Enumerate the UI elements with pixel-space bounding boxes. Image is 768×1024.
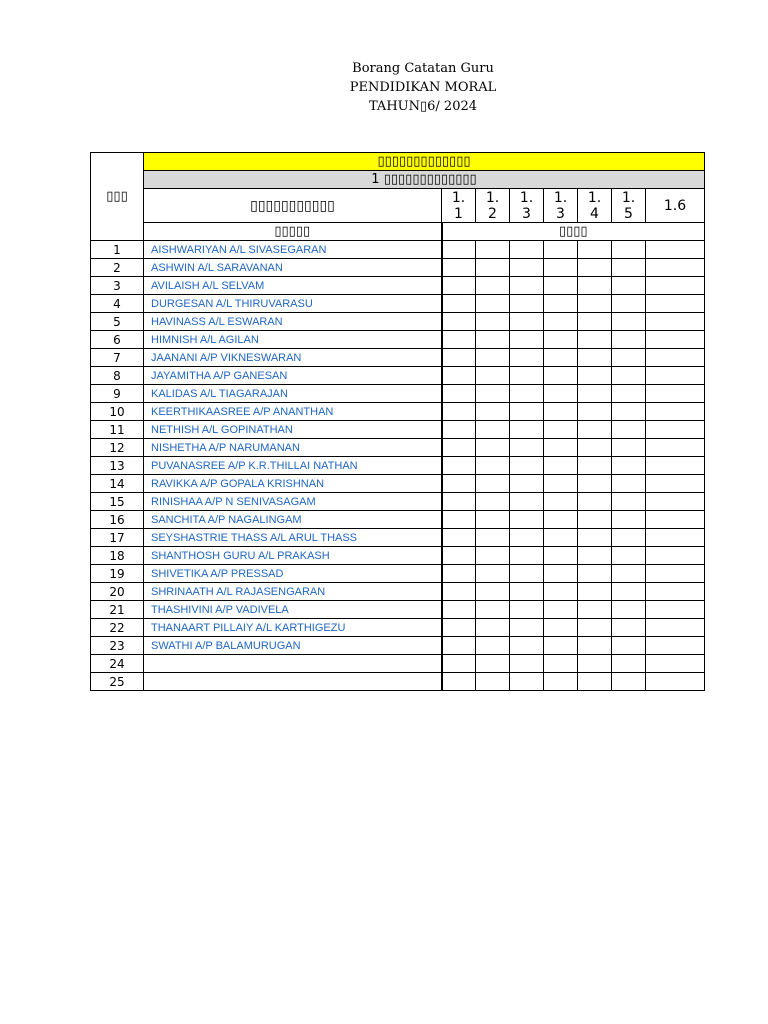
mark-cell[interactable] [442, 619, 476, 637]
mark-cell[interactable] [442, 673, 476, 691]
subject-title: PENDIDIKAN MORAL [349, 80, 497, 95]
mark-cell[interactable] [646, 403, 705, 421]
row-number: 12 [91, 439, 144, 457]
mark-cell[interactable] [544, 385, 578, 403]
mark-cell[interactable] [646, 547, 705, 565]
mark-cell[interactable] [646, 457, 705, 475]
mark-cell[interactable] [510, 547, 544, 565]
table-row [91, 547, 705, 565]
mark-cell[interactable] [510, 457, 544, 475]
mark-cell[interactable] [544, 349, 578, 367]
mark-cell[interactable] [442, 511, 476, 529]
table-row [91, 493, 705, 511]
row-number: 3 [91, 277, 144, 295]
student-name: SHRINAATH A/L RAJASENGARAN [144, 583, 442, 601]
mark-cell[interactable] [544, 331, 578, 349]
mark-cell[interactable] [476, 349, 510, 367]
mark-cell[interactable] [544, 403, 578, 421]
table-row [91, 619, 705, 637]
student-name: THASHIVINI A/P VADIVELA [144, 601, 442, 619]
mark-cell[interactable] [612, 619, 646, 637]
student-name: SANCHITA A/P NAGALINGAM [144, 511, 442, 529]
mark-cell[interactable] [510, 295, 544, 313]
mark-cell[interactable] [646, 259, 705, 277]
mark-cell[interactable] [442, 421, 476, 439]
mark-cell[interactable] [612, 493, 646, 511]
mark-cell[interactable] [442, 475, 476, 493]
mark-cell[interactable] [544, 421, 578, 439]
mark-cell[interactable] [646, 511, 705, 529]
mark-cell[interactable] [578, 421, 612, 439]
table-row [91, 403, 705, 421]
table-row [91, 349, 705, 367]
column-header-label: 1. 3 [519, 189, 534, 222]
mark-cell[interactable] [612, 529, 646, 547]
student-name: NISHETHA A/P NARUMANAN [144, 439, 442, 457]
row-number: 9 [91, 385, 144, 403]
row-number: 21 [91, 601, 144, 619]
mark-cell[interactable] [578, 385, 612, 403]
student-name: SEYSHASTRIE THASS A/L ARUL THASS [144, 529, 442, 547]
column-header [476, 189, 510, 223]
row-number: 10 [91, 403, 144, 421]
mark-cell[interactable] [612, 655, 646, 673]
mark-cell[interactable] [612, 241, 646, 259]
mark-cell[interactable] [646, 493, 705, 511]
mark-cell[interactable] [544, 313, 578, 331]
mark-cell[interactable] [544, 457, 578, 475]
mark-cell[interactable] [578, 493, 612, 511]
table-row [91, 313, 705, 331]
mark-cell[interactable] [442, 457, 476, 475]
mark-cell[interactable] [578, 259, 612, 277]
mark-cell[interactable] [476, 241, 510, 259]
mark-cell[interactable] [612, 547, 646, 565]
row-number: 15 [91, 493, 144, 511]
mark-cell[interactable] [510, 349, 544, 367]
row-number: 6 [91, 331, 144, 349]
mark-cell[interactable] [612, 439, 646, 457]
mark-cell[interactable] [510, 511, 544, 529]
mark-cell[interactable] [578, 439, 612, 457]
mark-cell[interactable] [442, 259, 476, 277]
mark-cell[interactable] [612, 259, 646, 277]
student-name: ASHWIN A/L SARAVANAN [144, 259, 442, 277]
mark-cell[interactable] [544, 601, 578, 619]
student-name: HIMNISH A/L AGILAN [144, 331, 442, 349]
mark-cell[interactable] [578, 295, 612, 313]
mark-cell[interactable] [442, 403, 476, 421]
mark-cell[interactable] [646, 349, 705, 367]
mark-cell[interactable] [442, 349, 476, 367]
mark-cell[interactable] [646, 655, 705, 673]
table-row [91, 331, 705, 349]
student-name: JAYAMITHA A/P GANESAN [144, 367, 442, 385]
name-header: ▯▯▯▯▯▯▯▯▯▯▯ [144, 189, 442, 223]
mark-cell[interactable] [646, 331, 705, 349]
mark-cell[interactable] [612, 331, 646, 349]
mark-cell[interactable] [544, 259, 578, 277]
mark-cell[interactable] [544, 511, 578, 529]
column-header-label: 1. 5 [621, 189, 636, 222]
mark-cell[interactable] [612, 637, 646, 655]
mark-cell[interactable] [612, 277, 646, 295]
table-row [91, 673, 705, 691]
mark-cell[interactable] [612, 511, 646, 529]
mark-cell[interactable] [476, 295, 510, 313]
mark-cell[interactable] [612, 385, 646, 403]
student-name: KEERTHIKAASREE A/P ANANTHAN [144, 403, 442, 421]
mark-cell[interactable] [578, 331, 612, 349]
student-name [144, 673, 442, 691]
mark-cell[interactable] [476, 403, 510, 421]
student-name: AISHWARIYAN A/L SIVASEGARAN [144, 241, 442, 259]
mark-cell[interactable] [476, 313, 510, 331]
column-header-label: 1.6 [663, 197, 687, 214]
mark-cell[interactable] [442, 493, 476, 511]
mark-cell[interactable] [544, 655, 578, 673]
row-number: 7 [91, 349, 144, 367]
row-number: 1 [91, 241, 144, 259]
mark-cell[interactable] [578, 583, 612, 601]
mark-cell[interactable] [442, 583, 476, 601]
mark-cell[interactable] [646, 565, 705, 583]
document-header [0, 59, 768, 116]
column-header-label: 1. 1 [451, 189, 466, 222]
mark-cell[interactable] [646, 241, 705, 259]
mark-cell[interactable] [646, 295, 705, 313]
column-header [544, 189, 578, 223]
bil-header: ▯▯▯ [91, 153, 144, 241]
mark-cell[interactable] [476, 439, 510, 457]
mark-cell[interactable] [544, 565, 578, 583]
mark-cell[interactable] [646, 601, 705, 619]
table-row [91, 475, 705, 493]
row-number: 8 [91, 367, 144, 385]
table-row [91, 421, 705, 439]
row-number: 23 [91, 637, 144, 655]
mark-cell[interactable] [612, 313, 646, 331]
mark-cell[interactable] [544, 529, 578, 547]
mark-cell[interactable] [442, 295, 476, 313]
mark-cell[interactable] [612, 295, 646, 313]
row-number: 16 [91, 511, 144, 529]
mark-cell[interactable] [544, 277, 578, 295]
mark-cell[interactable] [442, 367, 476, 385]
student-name: KALIDAS A/L TIAGARAJAN [144, 385, 442, 403]
column-header-label: 1. 3 [553, 189, 568, 222]
mark-cell[interactable] [442, 637, 476, 655]
row-number: 18 [91, 547, 144, 565]
mark-cell[interactable] [578, 241, 612, 259]
mark-cell[interactable] [578, 367, 612, 385]
mark-cell[interactable] [578, 457, 612, 475]
table-row [91, 295, 705, 313]
mark-cell[interactable] [578, 673, 612, 691]
mark-cell[interactable] [442, 331, 476, 349]
student-name: SHANTHOSH GURU A/L PRAKASH [144, 547, 442, 565]
mark-cell[interactable] [510, 637, 544, 655]
mark-cell[interactable] [442, 547, 476, 565]
mark-cell[interactable] [510, 583, 544, 601]
mark-cell[interactable] [646, 673, 705, 691]
mark-cell[interactable] [544, 619, 578, 637]
mark-cell[interactable] [476, 277, 510, 295]
mark-cell[interactable] [510, 259, 544, 277]
mark-cell[interactable] [476, 655, 510, 673]
row-number: 22 [91, 619, 144, 637]
mark-cell[interactable] [510, 313, 544, 331]
mark-cell[interactable] [476, 601, 510, 619]
row-number: 24 [91, 655, 144, 673]
table-row [91, 511, 705, 529]
mark-cell[interactable] [510, 439, 544, 457]
row-number: 25 [91, 673, 144, 691]
table-row [91, 259, 705, 277]
column-header [612, 189, 646, 223]
mark-cell[interactable] [612, 583, 646, 601]
mark-cell[interactable] [612, 673, 646, 691]
mark-cell[interactable] [646, 619, 705, 637]
mark-cell[interactable] [544, 547, 578, 565]
mark-cell[interactable] [510, 331, 544, 349]
mark-cell[interactable] [544, 295, 578, 313]
mark-cell[interactable] [646, 637, 705, 655]
mark-cell[interactable] [510, 421, 544, 439]
mark-cell[interactable] [442, 241, 476, 259]
mark-cell[interactable] [442, 277, 476, 295]
mark-cell[interactable] [544, 583, 578, 601]
mark-cell[interactable] [612, 421, 646, 439]
mark-cell[interactable] [612, 349, 646, 367]
mark-cell[interactable] [476, 547, 510, 565]
student-name: RINISHAA A/P N SENIVASAGAM [144, 493, 442, 511]
student-name: SHIVETIKA A/P PRESSAD [144, 565, 442, 583]
table-row [91, 367, 705, 385]
mark-cell[interactable] [442, 439, 476, 457]
mark-cell[interactable] [476, 583, 510, 601]
student-name: DURGESAN A/L THIRUVARASU [144, 295, 442, 313]
mark-cell[interactable] [612, 565, 646, 583]
mark-cell[interactable] [476, 385, 510, 403]
mark-cell[interactable] [510, 403, 544, 421]
column-header-label: 1. 2 [485, 189, 500, 222]
table-row [91, 277, 705, 295]
row-number: 20 [91, 583, 144, 601]
mark-cell[interactable] [612, 457, 646, 475]
student-name: NETHISH A/L GOPINATHAN [144, 421, 442, 439]
mark-cell[interactable] [476, 475, 510, 493]
mark-cell[interactable] [578, 529, 612, 547]
mark-cell[interactable] [578, 565, 612, 583]
mark-cell[interactable] [544, 475, 578, 493]
student-name: HAVINASS A/L ESWARAN [144, 313, 442, 331]
sub-header-left: ▯▯▯▯▯ [144, 223, 442, 241]
table-row [91, 529, 705, 547]
table-row [91, 457, 705, 475]
mark-cell[interactable] [510, 673, 544, 691]
class-year: TAHUN▯6/ 2024 [368, 99, 478, 114]
table-row [91, 655, 705, 673]
column-header-label: 1. 4 [587, 189, 602, 222]
mark-cell[interactable] [646, 439, 705, 457]
mark-cell[interactable] [510, 385, 544, 403]
mark-cell[interactable] [646, 475, 705, 493]
row-number: 2 [91, 259, 144, 277]
mark-cell[interactable] [612, 403, 646, 421]
column-header [578, 189, 612, 223]
mark-cell[interactable] [544, 241, 578, 259]
mark-cell[interactable] [476, 421, 510, 439]
table-row [91, 637, 705, 655]
mark-cell[interactable] [544, 439, 578, 457]
top-header: ▯▯▯▯▯▯▯▯▯▯▯▯▯ [144, 153, 705, 171]
mark-cell[interactable] [612, 601, 646, 619]
mark-cell[interactable] [510, 475, 544, 493]
mark-cell[interactable] [476, 457, 510, 475]
mark-cell[interactable] [476, 367, 510, 385]
mark-cell[interactable] [476, 565, 510, 583]
row-number: 11 [91, 421, 144, 439]
mark-cell[interactable] [442, 313, 476, 331]
mark-cell[interactable] [476, 493, 510, 511]
mark-cell[interactable] [544, 637, 578, 655]
row-number: 4 [91, 295, 144, 313]
mark-cell[interactable] [646, 529, 705, 547]
table-row [91, 565, 705, 583]
mark-cell[interactable] [510, 277, 544, 295]
column-header [442, 189, 476, 223]
mark-cell[interactable] [476, 673, 510, 691]
mark-cell[interactable] [646, 277, 705, 295]
mark-cell[interactable] [646, 421, 705, 439]
unit-header: 1 ▯▯▯▯▯▯▯▯▯▯▯▯▯ [144, 171, 705, 189]
mark-cell[interactable] [578, 277, 612, 295]
mark-cell[interactable] [510, 493, 544, 511]
mark-cell[interactable] [510, 601, 544, 619]
record-table [90, 152, 705, 691]
mark-cell[interactable] [442, 385, 476, 403]
row-number: 13 [91, 457, 144, 475]
student-name: SWATHI A/P BALAMURUGAN [144, 637, 442, 655]
row-number: 17 [91, 529, 144, 547]
mark-cell[interactable] [476, 331, 510, 349]
mark-cell[interactable] [578, 655, 612, 673]
mark-cell[interactable] [510, 529, 544, 547]
mark-cell[interactable] [442, 655, 476, 673]
mark-cell[interactable] [578, 511, 612, 529]
mark-cell[interactable] [510, 367, 544, 385]
mark-cell[interactable] [476, 619, 510, 637]
student-name: RAVIKKA A/P GOPALA KRISHNAN [144, 475, 442, 493]
mark-cell[interactable] [578, 637, 612, 655]
mark-cell[interactable] [476, 637, 510, 655]
mark-cell[interactable] [510, 655, 544, 673]
mark-cell[interactable] [476, 259, 510, 277]
student-name: PUVANASREE A/P K.R.THILLAI NATHAN [144, 457, 442, 475]
table-row [91, 439, 705, 457]
mark-cell[interactable] [476, 529, 510, 547]
form-title: Borang Catatan Guru [352, 61, 494, 76]
mark-cell[interactable] [578, 349, 612, 367]
mark-cell[interactable] [612, 475, 646, 493]
mark-cell[interactable] [646, 367, 705, 385]
table-row [91, 601, 705, 619]
mark-cell[interactable] [476, 511, 510, 529]
column-header [510, 189, 544, 223]
mark-cell[interactable] [646, 583, 705, 601]
mark-cell[interactable] [510, 241, 544, 259]
mark-cell[interactable] [578, 601, 612, 619]
mark-cell[interactable] [646, 385, 705, 403]
mark-cell[interactable] [612, 367, 646, 385]
mark-cell[interactable] [578, 619, 612, 637]
student-name: JAANANI A/P VIKNESWARAN [144, 349, 442, 367]
mark-cell[interactable] [578, 547, 612, 565]
mark-cell[interactable] [646, 313, 705, 331]
row-number: 5 [91, 313, 144, 331]
mark-cell[interactable] [442, 529, 476, 547]
mark-cell[interactable] [442, 565, 476, 583]
mark-cell[interactable] [442, 601, 476, 619]
mark-cell[interactable] [510, 565, 544, 583]
mark-cell[interactable] [578, 403, 612, 421]
student-name [144, 655, 442, 673]
mark-cell[interactable] [510, 619, 544, 637]
mark-cell[interactable] [578, 313, 612, 331]
sub-header-right: ▯▯▯▯ [442, 223, 705, 241]
table-row [91, 241, 705, 259]
student-name: THANAART PILLAIY A/L KARTHIGEZU [144, 619, 442, 637]
row-number: 19 [91, 565, 144, 583]
table-row [91, 583, 705, 601]
mark-cell[interactable] [578, 475, 612, 493]
student-name: AVILAISH A/L SELVAM [144, 277, 442, 295]
mark-cell[interactable] [544, 367, 578, 385]
mark-cell[interactable] [544, 493, 578, 511]
table-row [91, 385, 705, 403]
mark-cell[interactable] [544, 673, 578, 691]
row-number: 14 [91, 475, 144, 493]
column-header [646, 189, 705, 223]
